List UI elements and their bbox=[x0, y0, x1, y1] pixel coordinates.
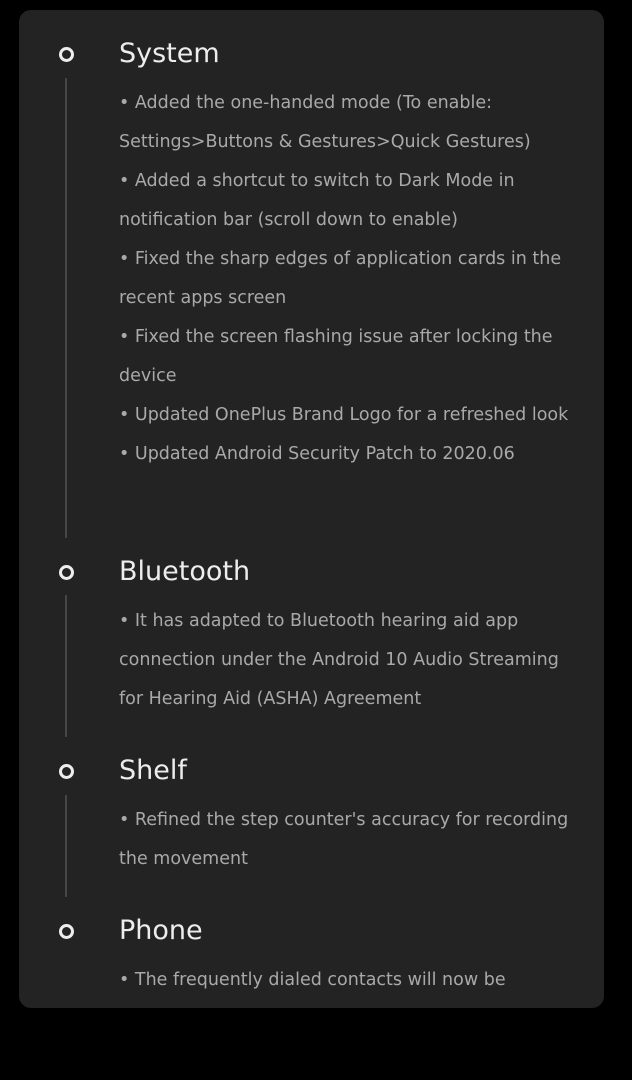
change-item: • Updated Android Security Patch to 2020.06 bbox=[119, 444, 515, 464]
change-list bbox=[119, 961, 579, 1000]
change-list bbox=[119, 801, 579, 879]
change-list bbox=[119, 602, 579, 719]
change-item: • Added a shortcut to switch to Dark Mode in notification bar (scroll down to enable) bbox=[119, 171, 515, 230]
timeline-dot-icon bbox=[59, 764, 74, 779]
changelog-card bbox=[19, 10, 604, 1008]
change-item: • Fixed the sharp edges of application cards in the recent apps screen bbox=[119, 249, 562, 308]
timeline-line bbox=[65, 795, 67, 897]
timeline-dot-icon bbox=[59, 565, 74, 580]
section-title: Bluetooth bbox=[119, 556, 251, 587]
change-item: • Added the one-handed mode (To enable: Settings>Buttons & Gestures>Quick Gestures) bbox=[119, 93, 531, 152]
timeline-dot-icon bbox=[59, 47, 74, 62]
section-title: Phone bbox=[119, 915, 203, 946]
timeline-line bbox=[65, 595, 67, 737]
change-item: • Updated OnePlus Brand Logo for a refreshed look bbox=[119, 405, 569, 425]
change-item: • It has adapted to Bluetooth hearing aid app connection under the Android 10 Audio Streaming for Hearing Aid (ASHA) Agreement bbox=[119, 611, 559, 709]
change-item: • Refined the step counter's accuracy for recording the movement bbox=[119, 810, 569, 869]
timeline-line bbox=[65, 78, 67, 538]
change-item: • Fixed the screen flashing issue after locking the device bbox=[119, 327, 553, 386]
change-item: • The frequently dialed contacts will now be bbox=[119, 970, 506, 990]
timeline-dot-icon bbox=[59, 924, 74, 939]
change-list bbox=[119, 84, 579, 474]
section-title: Shelf bbox=[119, 755, 187, 786]
section-title: System bbox=[119, 38, 220, 69]
